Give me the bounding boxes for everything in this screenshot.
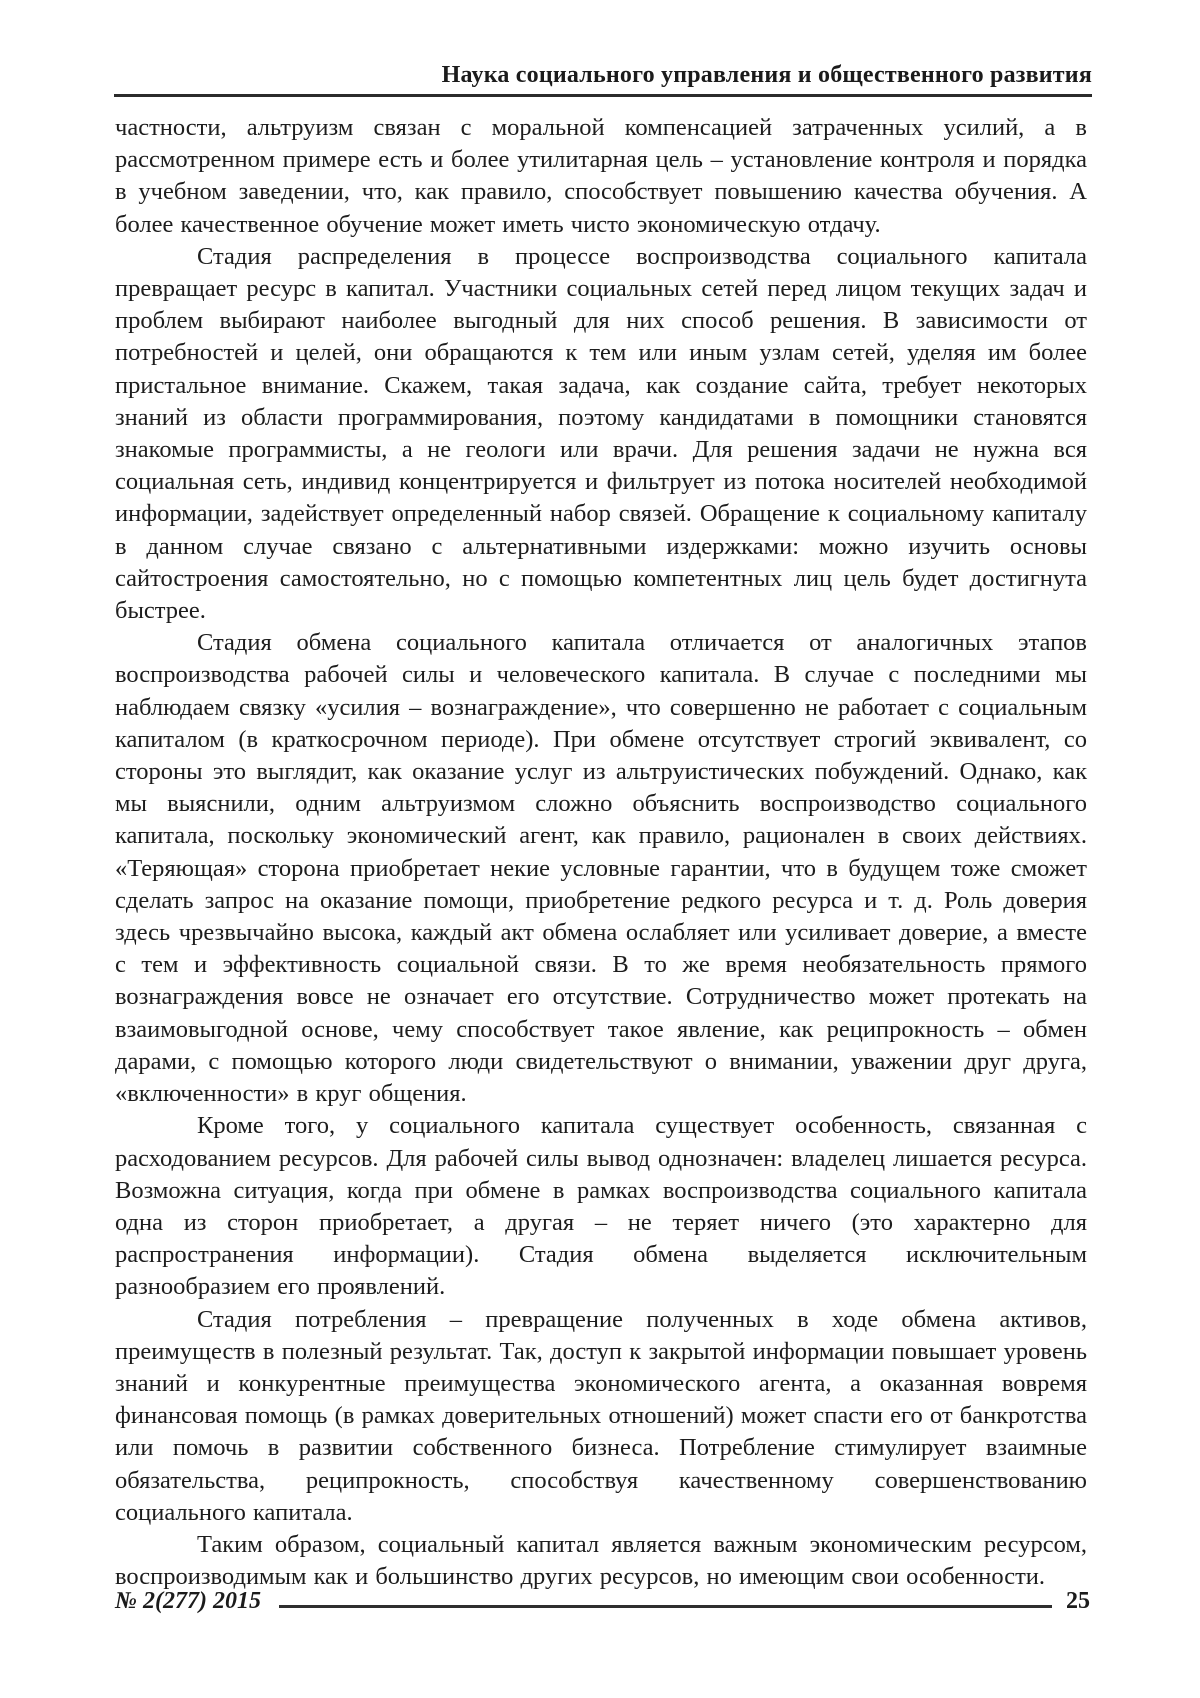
issue-label: № 2(277) 2015 [115,1588,261,1614]
running-header-title: Наука социального управления и общественного развития [441,62,1092,88]
body-paragraph: Таким образом, социальный капитал является важным экономическим ресурсом, воспроизводимым как и большинство других ресурсов, но имеющим свои особенности. [115,1530,1087,1591]
page-number: 25 [1066,1588,1090,1614]
body-paragraph: Кроме того, у социального капитала существует особенность, связанная с расходованием ресурсов. Для рабочей силы вывод однозначен: владелец лишается ресурса. Возможна ситуация, когда при обмене в рамках воспроизводства социального капитала одна из сторон приобретает, а другая – не теряет ничего (это характерно для распространения информации). Стадия обмена выделяется исключительным разнообразием его проявлений. [115,1112,1087,1301]
running-header [114,60,1092,97]
body-paragraph: Стадия обмена социального капитала отличается от аналогичных этапов воспроизводства рабочей силы и человеческого капитала. В случае с последними мы наблюдаем связку «усилия – вознаграждение», что совершенно не работает с социальным капиталом (в краткосрочном периоде). При обмене отсутствует строгий эквивалент, со стороны это выглядит, как оказание услуг из альтруистических побуждений. Однако, как мы выяснили, одним альтруизмом сложно объяснить воспроизводство социального капитала, поскольку экономический агент, как правило, рационален в своих действиях. «Теряющая» сторона приобретает некие условные гарантии, что в будущем тоже сможет сделать запрос на оказание помощи, приобретение редкого ресурса и т. д. Роль доверия здесь чрезвычайно высока, каждый акт обмена ослабляет или усиливает доверие, а вместе с тем и эффективность социальной связи. В то же время необязательность прямого вознаграждения вовсе не означает его отсутствие. Сотрудничество может протекать на взаимовыгодной основе, чему способствует такое явление, как реципрокность – обмен дарами, с помощью которого люди свидетельствуют о внимании, уважении друг друга, «включенности» в круг общения. [115,629,1087,1108]
page-body [115,112,1087,1593]
page-footer [115,1588,1090,1615]
body-paragraph: Стадия потребления – превращение полученных в ходе обмена активов, преимуществ в полезный результат. Так, доступ к закрытой информации повышает уровень знаний и конкурентные преимущества экономического агента, а оказанная вовремя финансовая помощь (в рамках доверительных отношений) может спасти его от банкротства или помочь в развитии собственного бизнеса. Потребление стимулирует взаимные обязательства, реципрокность, способствуя качественному совершенствованию социального капитала. [115,1305,1087,1526]
footer-rule [279,1605,1052,1608]
body-paragraph: частности, альтруизм связан с моральной компенсацией затраченных усилий, а в рассмотренном примере есть и более утилитарная цель – установление контроля и порядка в учебном заведении, что, как правило, способствует повышению качества обучения. А более качественное обучение может иметь чисто экономическую отдачу. [115,114,1087,238]
body-paragraph: Стадия распределения в процессе воспроизводства социального капитала превращает ресурс в капитал. Участники социальных сетей перед лицом текущих задач и проблем выбирают наиболее выгодный для них способ решения. В зависимости от потребностей и целей, они обращаются к тем или иным узлам сетей, уделяя им более пристальное внимание. Скажем, такая задача, как создание сайта, требует некоторых знаний из области программирования, поэтому кандидатами в помощники становятся знакомые программисты, а не геологи или врачи. Для решения задачи не нужна вся социальная сеть, индивид концентрируется и фильтрует из потока носителей необходимой информации, задействует определенный набор связей. Обращение к социальному капиталу в данном случае связано с альтернативными издержками: можно изучить основы сайтостроения самостоятельно, но с помощью компетентных лиц цель будет достигнута быстрее. [115,242,1087,625]
